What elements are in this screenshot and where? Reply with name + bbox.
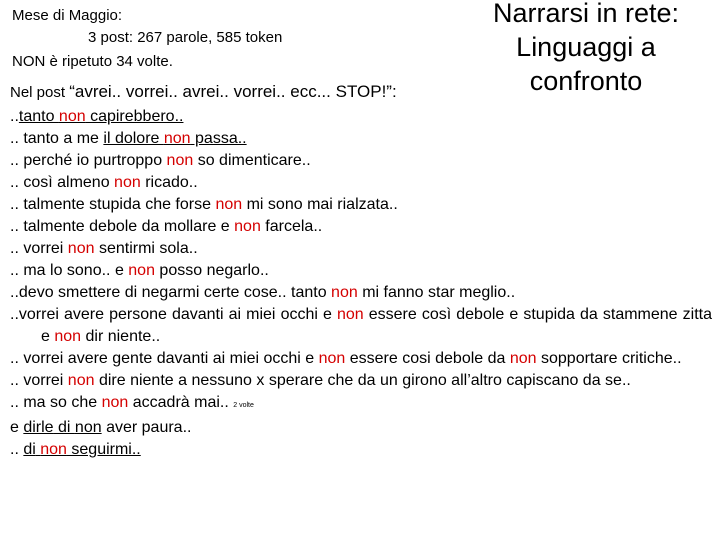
- text-segment: .. talmente stupida che forse: [10, 196, 216, 213]
- excerpt-line: [10, 370, 712, 392]
- text-segment: dirle: [23, 419, 54, 436]
- excerpt-line: [10, 238, 712, 260]
- text-segment: sopportare critiche..: [536, 350, 682, 367]
- text-segment: .. tanto a me: [10, 130, 104, 147]
- excerpt-line: [10, 150, 712, 172]
- highlight-non: non: [101, 394, 129, 411]
- highlight-non: non: [234, 218, 261, 235]
- highlight-non: non: [54, 328, 82, 345]
- text-segment: accadrà mai..: [128, 394, 234, 411]
- highlight-non: non: [331, 284, 358, 301]
- highlight-non: non: [67, 372, 95, 389]
- text-segment: ..: [10, 441, 24, 458]
- text-segment: il dolore: [103, 130, 164, 147]
- text-segment: capirebbero..: [85, 108, 184, 125]
- post-quote: “avrei.. vorrei.. avrei.. vorrei.. ecc... STOP!”:: [69, 82, 397, 101]
- excerpt-line: [10, 172, 712, 194]
- highlight-non: non: [166, 152, 194, 169]
- text-segment: .. vorrei: [10, 240, 68, 257]
- text-segment: dire niente a nessuno x sperare che da un girono all’altro capiscano da se..: [94, 372, 631, 389]
- text-segment: .. così almeno: [10, 174, 115, 191]
- post-quote-line: [10, 82, 397, 102]
- text-segment: .. vorrei avere gente davanti ai miei occhi e: [10, 350, 319, 367]
- text-segment: mi sono mai rialzata..: [242, 196, 398, 213]
- excerpt-line: [10, 216, 712, 238]
- text-segment: .. perché io purtroppo: [10, 152, 167, 169]
- text-segment: .. ma so che: [10, 394, 102, 411]
- text-segment: aver paura..: [101, 419, 192, 436]
- text-segment: ricado..: [140, 174, 198, 191]
- excerpt-line: [10, 128, 712, 150]
- text-segment: seguirmi..: [66, 441, 141, 458]
- excerpt-line: [10, 282, 712, 304]
- highlight-non: non: [114, 174, 141, 191]
- text-segment: di: [53, 419, 75, 436]
- text-segment: ..devo smettere di negarmi certe cose.. tanto: [10, 284, 332, 301]
- excerpt-line: [10, 260, 712, 282]
- excerpt-line: [10, 417, 712, 439]
- underlined-segment: [23, 419, 101, 436]
- highlight-non: non: [128, 262, 155, 279]
- text-segment: passa..: [190, 130, 247, 147]
- text-segment: mi fanno star meglio..: [357, 284, 516, 301]
- post-stats: 3 post: 267 parole, 585 token: [88, 29, 283, 46]
- text-segment: essere cosi debole da: [345, 350, 510, 367]
- highlight-non: non: [40, 441, 67, 458]
- excerpt-line: [10, 106, 712, 128]
- text-segment: di: [23, 441, 36, 458]
- post-quote-prefix: Nel post: [10, 84, 70, 101]
- text-segment: ..: [10, 108, 19, 125]
- excerpt-list: [10, 106, 712, 461]
- highlight-non: non: [336, 306, 364, 323]
- highlight-non: non: [318, 350, 346, 367]
- underlined-segment: [23, 441, 140, 458]
- text-segment: .. ma lo sono.. e: [10, 262, 129, 279]
- title-line-2: Linguaggi a: [516, 32, 656, 62]
- highlight-non: non: [215, 196, 243, 213]
- excerpt-line: [10, 304, 712, 348]
- excerpt-line: [10, 348, 712, 370]
- text-segment: sentirmi sola..: [94, 240, 198, 257]
- highlight-non: non: [67, 240, 95, 257]
- underlined-non: non: [74, 419, 102, 436]
- text-segment: ..vorrei avere persone davanti ai miei occhi e: [10, 306, 337, 323]
- highlight-non: non: [509, 350, 537, 367]
- text-segment: .. talmente debole da mollare e: [10, 218, 235, 235]
- repeat-note: 2 volte: [233, 402, 254, 409]
- underlined-segment: [19, 108, 184, 125]
- text-segment: posso negarlo..: [154, 262, 269, 279]
- text-segment: so dimenticare..: [193, 152, 311, 169]
- repeat-count: NON è ripetuto 34 volte.: [12, 53, 173, 70]
- title-line-3: confronto: [529, 66, 643, 96]
- title-line-1: Narrarsi in rete:: [492, 0, 680, 28]
- text-segment: e: [10, 419, 24, 436]
- text-segment: farcela..: [260, 218, 323, 235]
- text-segment: tanto: [18, 108, 59, 125]
- underlined-segment: [103, 130, 246, 147]
- text-segment: essere così debole e stupida da stammene zitta e: [41, 306, 712, 345]
- text-segment: .. vorrei: [10, 372, 68, 389]
- text-segment: dir niente..: [81, 328, 161, 345]
- excerpt-line: [10, 194, 712, 216]
- month-heading: Mese di Maggio:: [12, 7, 123, 24]
- highlight-non: non: [58, 108, 86, 125]
- highlight-non: non: [163, 130, 191, 147]
- excerpt-line: [10, 392, 712, 417]
- slide-title: [470, 0, 702, 98]
- excerpt-line: [10, 439, 712, 461]
